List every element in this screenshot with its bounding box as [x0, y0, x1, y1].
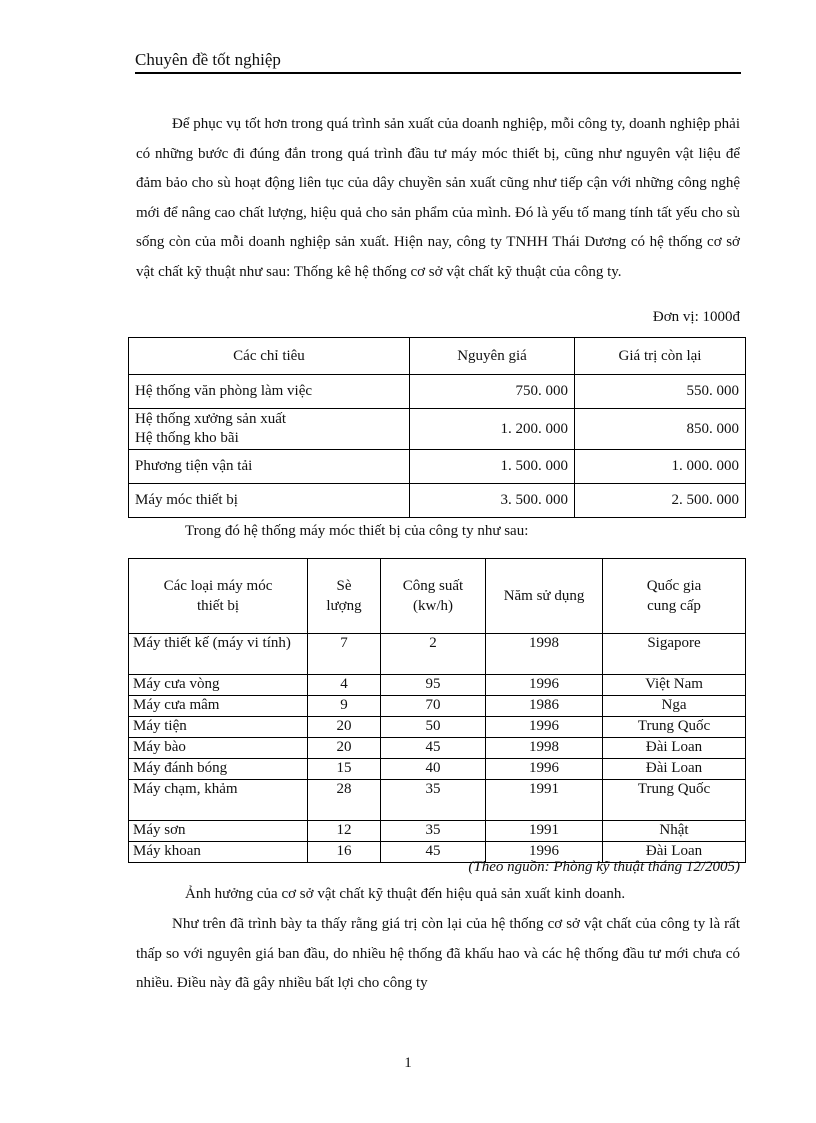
- impact-heading: Ảnh hưởng của cơ sở vật chất kỹ thuật đến hiệu quả sản xuất kinh doanh.: [185, 886, 626, 902]
- item-line: Hệ thống xưởng sản xuất: [135, 411, 287, 427]
- qty-cell: 20: [308, 738, 381, 759]
- machine-name-cell: Máy khoan: [129, 842, 308, 863]
- qty-cell: 9: [308, 696, 381, 717]
- year-cell: 1996: [486, 759, 603, 780]
- qty-cell: 15: [308, 759, 381, 780]
- power-cell: 50: [381, 717, 486, 738]
- machine-name-cell: Máy sơn: [129, 821, 308, 842]
- country-cell: Đài Loan: [603, 738, 746, 759]
- machine-name-cell: Máy chạm, khảm: [129, 780, 308, 821]
- col-header-qty: [308, 559, 381, 634]
- table-row: [129, 780, 746, 821]
- remaining-cell: 2. 500. 000: [575, 484, 746, 518]
- remaining-cell: 1. 000. 000: [575, 450, 746, 484]
- country-cell: Sigapore: [603, 634, 746, 675]
- power-cell: 35: [381, 780, 486, 821]
- year-cell: 1996: [486, 842, 603, 863]
- qty-cell: 28: [308, 780, 381, 821]
- item-cell: Phương tiện vận tải: [129, 450, 410, 484]
- page-number: 1: [404, 1055, 412, 1071]
- col-header-year: Năm sử dụng: [486, 559, 603, 634]
- power-cell: 2: [381, 634, 486, 675]
- cost-cell: 1. 500. 000: [410, 450, 575, 484]
- table-row: [129, 634, 746, 675]
- power-cell: 35: [381, 821, 486, 842]
- table-row: [129, 675, 746, 696]
- country-cell: Việt Nam: [603, 675, 746, 696]
- table-row: [129, 821, 746, 842]
- country-cell: Nga: [603, 696, 746, 717]
- power-cell: 45: [381, 738, 486, 759]
- table-row: [129, 717, 746, 738]
- col-header-item: Các chỉ tiêu: [129, 338, 410, 375]
- header-line: (kw/h): [413, 598, 453, 614]
- qty-cell: 4: [308, 675, 381, 696]
- power-cell: 70: [381, 696, 486, 717]
- year-cell: 1991: [486, 821, 603, 842]
- item-line: Hệ thống kho bãi: [135, 430, 239, 446]
- page-header: Chuyên đề tốt nghiệp: [135, 50, 741, 74]
- header-line: cung cấp: [647, 598, 701, 614]
- machine-table-header: [129, 559, 746, 634]
- machine-name-cell: Máy cưa vòng: [129, 675, 308, 696]
- cost-cell: 750. 000: [410, 375, 575, 409]
- power-cell: 95: [381, 675, 486, 696]
- power-cell: 45: [381, 842, 486, 863]
- table-row: [129, 759, 746, 780]
- qty-cell: 7: [308, 634, 381, 675]
- country-cell: Nhật: [603, 821, 746, 842]
- country-cell: Trung Quốc: [603, 717, 746, 738]
- header-line: Sè: [336, 578, 352, 594]
- year-cell: 1986: [486, 696, 603, 717]
- table-row: [129, 375, 746, 409]
- machine-name-cell: Máy đánh bóng: [129, 759, 308, 780]
- qty-cell: 12: [308, 821, 381, 842]
- country-cell: Đài Loan: [603, 759, 746, 780]
- machine-name-cell: Máy bào: [129, 738, 308, 759]
- machine-name-cell: Máy tiện: [129, 717, 308, 738]
- machine-table: [128, 558, 746, 863]
- year-cell: 1998: [486, 738, 603, 759]
- unit-label: Đơn vị: 1000đ: [652, 309, 740, 325]
- year-cell: 1996: [486, 675, 603, 696]
- col-header-power: [381, 559, 486, 634]
- remaining-cell: 850. 000: [575, 409, 746, 450]
- source-note: (Theo nguồn: Phòng kỹ thuật tháng 12/2005): [468, 859, 740, 875]
- header-line: lượng: [326, 598, 362, 614]
- closing-paragraph: Như trên đã trình bày ta thấy rằng giá trị còn lại của hệ thống cơ sở vật chất của công ty là rất thấp so với nguyên giá ban đầu, do nhiều hệ thống đã khấu hao và các hệ thống đầu tư mới chưa có nhiều. Điều này đã gây nhiều bất lợi cho công ty: [136, 916, 740, 991]
- table-row: [129, 484, 746, 518]
- year-cell: 1991: [486, 780, 603, 821]
- header-line: Quốc gia: [646, 578, 702, 594]
- table-row: [129, 450, 746, 484]
- header-line: Công suất: [402, 578, 464, 594]
- header-line: Các loại máy móc: [163, 578, 273, 594]
- year-cell: 1996: [486, 717, 603, 738]
- header-line: thiết bị: [196, 598, 240, 614]
- country-cell: Trung Quốc: [603, 780, 746, 821]
- qty-cell: 16: [308, 842, 381, 863]
- country-cell: Đài Loan: [603, 842, 746, 863]
- power-cell: 40: [381, 759, 486, 780]
- intro-paragraph: Để phục vụ tốt hơn trong quá trình sản xuất của doanh nghiệp, mỗi công ty, doanh nghiệp phải có những bước đi đúng đắn trong quá trình đầu tư máy móc thiết bị, cũng như nguyên vật liệu để đảm bảo cho sù hoạt động liên tục của dây chuyền sản xuất cũng như tiếp cận với những công nghệ mới để nâng cao chất lượng, hiệu quả cho sản phẩm của mình. Đó là yếu tố mang tính tất yếu cho sù sống còn của mỗi doanh nghiệp sản xuất. Hiện nay, công ty TNHH Thái Dương có hệ thống cơ sở vật chất kỹ thuật như sau: Thống kê hệ thống cơ sở vật chất kỹ thuật của công ty.: [136, 116, 740, 280]
- remaining-cell: 550. 000: [575, 375, 746, 409]
- year-cell: 1998: [486, 634, 603, 675]
- item-cell: Hệ thống văn phòng làm việc: [129, 375, 410, 409]
- assets-table: [128, 337, 746, 518]
- machine-table-intro: Trong đó hệ thống máy móc thiết bị của công ty như sau:: [185, 523, 529, 539]
- item-cell: [129, 409, 410, 450]
- table-row: [129, 738, 746, 759]
- cost-cell: 1. 200. 000: [410, 409, 575, 450]
- assets-table-header: [129, 338, 746, 375]
- col-header-type: [129, 559, 308, 634]
- col-header-remaining: Giá trị còn lại: [575, 338, 746, 375]
- table-row: [129, 409, 746, 450]
- col-header-country: [603, 559, 746, 634]
- machine-name-cell: Máy thiết kế (máy vi tính): [129, 634, 308, 675]
- cost-cell: 3. 500. 000: [410, 484, 575, 518]
- machine-name-cell: Máy cưa mâm: [129, 696, 308, 717]
- table-row: [129, 696, 746, 717]
- col-header-cost: Nguyên giá: [410, 338, 575, 375]
- qty-cell: 20: [308, 717, 381, 738]
- item-cell: Máy móc thiết bị: [129, 484, 410, 518]
